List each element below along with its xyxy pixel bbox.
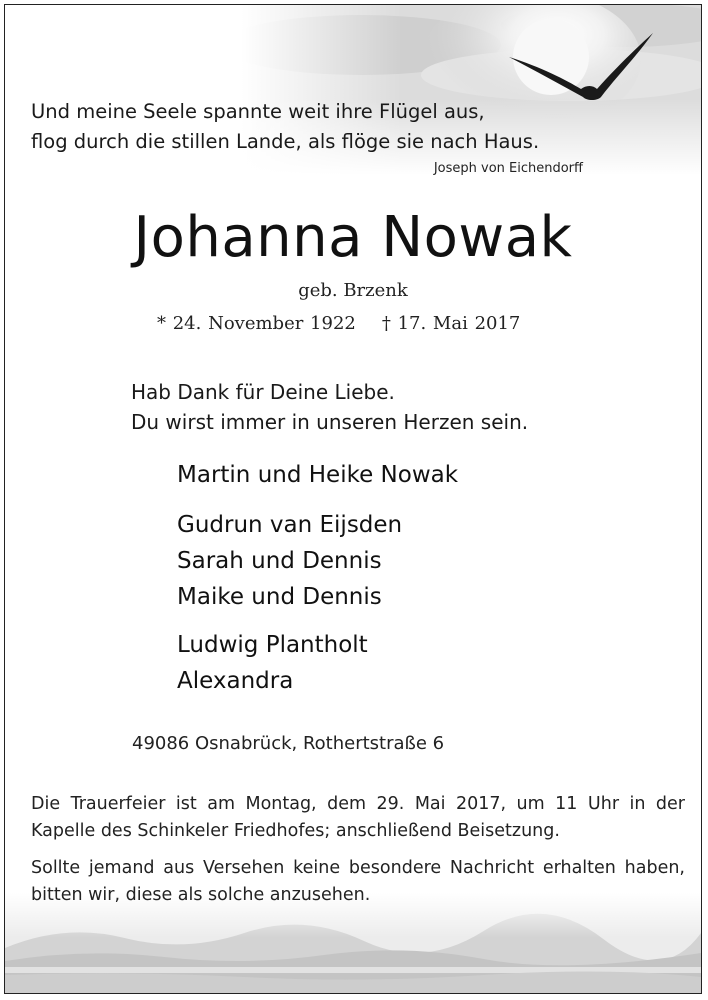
funeral-notice: Die Trauerfeier ist am Montag, dem 29. Mai 2017, um 11 Uhr in der Kapelle des Schinkeler Friedhofes; anschließend Beisetzung. [31,794,685,841]
mourner-name: Gudrun van Eijsden [177,512,403,538]
mourner-name: Ludwig Plantholt [177,632,368,658]
notification-notice: Sollte jemand aus Versehen keine besondere Nachricht erhalten haben, bitten wir, diese als solche anzusehen. [31,858,685,905]
deceased-name: Johanna Nowak [133,205,573,270]
death-date: † 17. Mai 2017 [381,313,521,334]
thanks-line: Hab Dank für Deine Liebe. [131,380,395,404]
maiden-name: geb. Brzenk [298,280,408,301]
obituary-frame [4,4,702,994]
family-address: 49086 Osnabrück, Rothertstraße 6 [132,733,445,754]
motto-author: Joseph von Eichendorff [433,161,583,176]
thanks-text [131,377,528,437]
family-group [177,457,458,493]
family-group [177,507,402,615]
thanks-line: Du wirst immer in unseren Herzen sein. [131,410,529,434]
mourner-name: Martin und Heike Nowak [177,462,459,488]
motto-quote [31,97,539,157]
motto-line: flog durch die stillen Lande, als flöge sie nach Haus. [31,130,540,153]
life-dates [157,313,520,334]
mourner-name: Maike und Dennis [177,584,382,610]
motto-line: Und meine Seele spannte weit ihre Flügel aus, [31,100,485,123]
family-group [177,627,368,699]
mourner-name: Sarah und Dennis [177,548,382,574]
mourner-name: Alexandra [177,668,294,694]
birth-date: * 24. November 1922 [157,313,356,334]
